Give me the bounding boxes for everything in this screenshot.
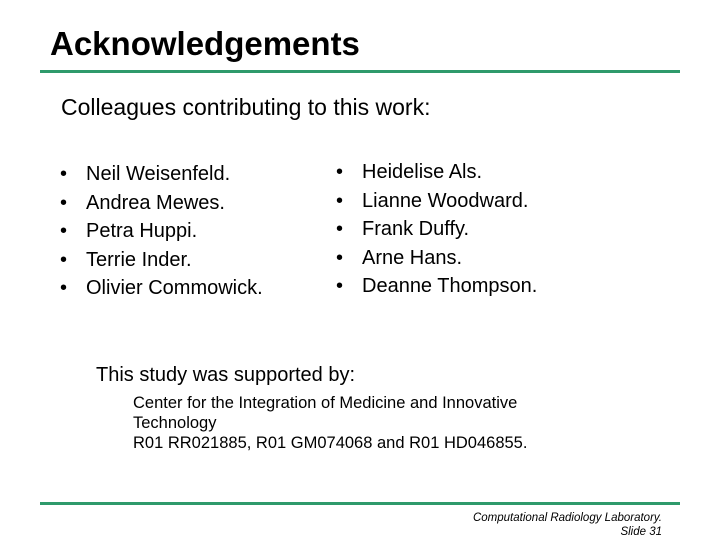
grant-numbers: R01 RR021885, R01 GM074068 and R01 HD046855.	[133, 434, 528, 452]
list-item	[60, 160, 263, 189]
support-line: Center for the Integration of Medicine and Innovative	[133, 394, 518, 412]
list-item	[336, 215, 537, 244]
colleague-name: Terrie Inder.	[86, 248, 192, 271]
bullet-icon: •	[60, 248, 68, 271]
bullet-icon: •	[336, 189, 344, 212]
list-item	[336, 187, 537, 216]
list-item	[60, 217, 263, 246]
footer	[473, 511, 662, 539]
list-item	[336, 244, 537, 273]
colleague-name: Olivier Commowick.	[86, 277, 263, 299]
list-item	[336, 158, 537, 187]
bullet-icon: •	[60, 220, 68, 242]
support-details	[133, 393, 633, 453]
footer-lab-name: Computational Radiology Laboratory.	[472, 512, 662, 524]
bullet-icon: •	[336, 275, 344, 297]
bullet-icon: •	[336, 161, 344, 183]
colleague-name: Deanne Thompson.	[362, 275, 538, 297]
colleague-name: Petra Huppi.	[86, 220, 198, 242]
list-item	[336, 272, 537, 301]
colleagues-list-right	[336, 158, 537, 301]
slide-title: Acknowledgements	[50, 25, 360, 62]
colleague-name: Neil Weisenfeld.	[86, 163, 231, 185]
bullet-icon: •	[60, 163, 68, 185]
colleague-name: Andrea Mewes.	[86, 191, 225, 214]
title-divider	[40, 70, 680, 73]
footer-divider	[40, 502, 680, 505]
colleague-name: Lianne Woodward.	[362, 189, 529, 212]
bullet-icon: •	[60, 191, 68, 214]
colleague-name: Heidelise Als.	[362, 161, 483, 183]
support-heading: This study was supported by:	[96, 364, 356, 386]
list-item	[60, 246, 263, 275]
subtitle: Colleagues contributing to this work:	[61, 94, 431, 120]
bullet-icon: •	[60, 277, 68, 299]
list-item	[60, 274, 263, 303]
bullet-icon: •	[336, 218, 344, 240]
colleague-name: Frank Duffy.	[362, 218, 470, 240]
colleague-name: Arne Hans.	[362, 246, 463, 269]
support-line: Technology	[133, 414, 217, 432]
colleagues-list-left	[60, 160, 263, 303]
list-item	[60, 189, 263, 218]
bullet-icon: •	[336, 246, 344, 269]
slide-number: Slide 31	[620, 526, 662, 538]
